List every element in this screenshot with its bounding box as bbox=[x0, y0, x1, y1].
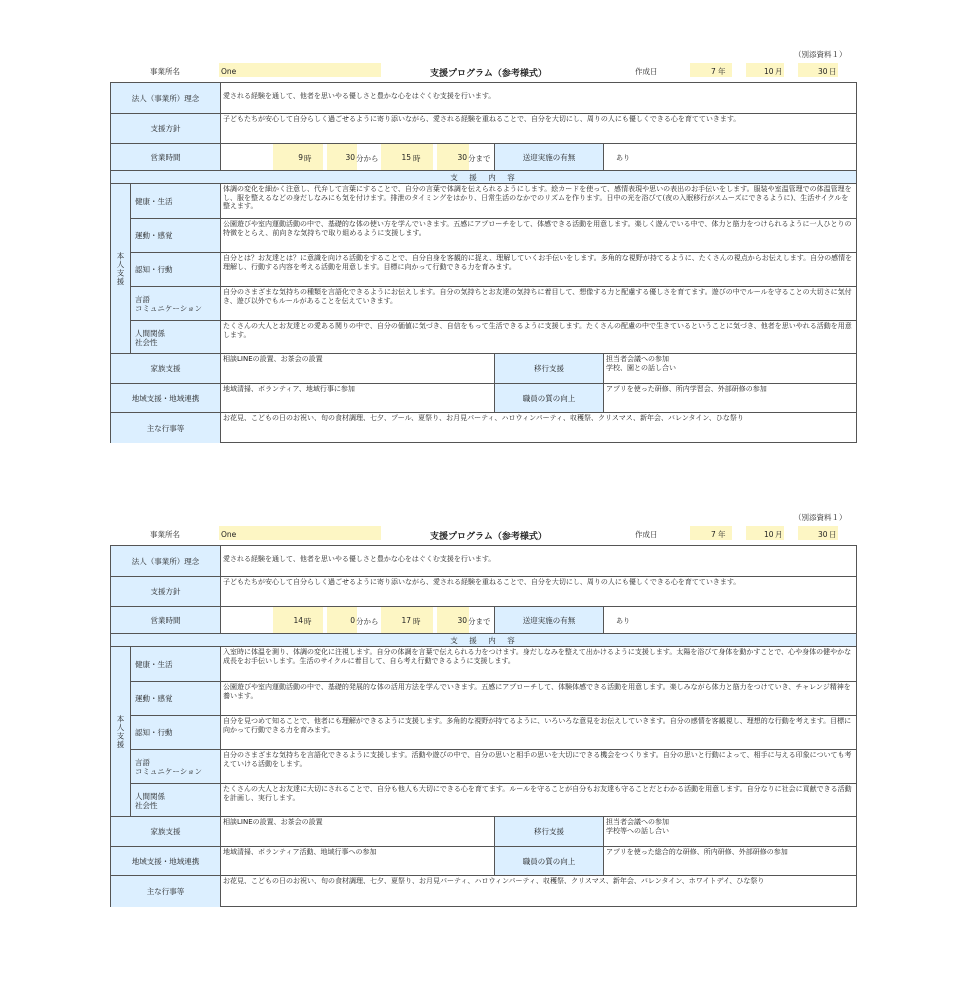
area-text[interactable]: 自分を見つめて知ることで、他者にも理解ができるように支援します。多角的な視野が持てるように、いろいろな意見をお伝えしていきます。自分の感情を客観視し、理想的な行動を考えます。目標に向かって行動できる力を育みます。 bbox=[223, 717, 852, 734]
hours-label: 営業時間 bbox=[111, 144, 221, 170]
philosophy-label: 法人（事業所）理念 bbox=[111, 83, 221, 113]
area-label: 運動・感覚 bbox=[131, 219, 221, 252]
day-unit: 日 bbox=[829, 67, 837, 76]
self-support-label: 本人支援 bbox=[111, 647, 131, 816]
hours-row bbox=[111, 143, 856, 170]
area-cognition-behavior bbox=[131, 715, 857, 749]
start-hour: 9 bbox=[298, 153, 303, 162]
staff-quality-text[interactable]: アプリを使った研修、所内学習会、外部研修の参加 bbox=[606, 385, 767, 393]
day-value: 30 bbox=[818, 67, 828, 76]
area-label: 健康・生活 bbox=[131, 647, 221, 681]
family-label: 家族支援 bbox=[111, 817, 221, 846]
hour-unit: 時 bbox=[304, 154, 312, 163]
area-label: 運動・感覚 bbox=[131, 682, 221, 715]
events-label: 主な行事等 bbox=[111, 413, 221, 443]
year-unit: 年 bbox=[718, 67, 726, 76]
policy-text[interactable]: 子どもたちが安心して自分らしく過ごせるように寄り添いながら、愛される経験を重ねることで、自分を大切にし、周りの人にも優しくできる心を育てていきます。 bbox=[223, 578, 741, 586]
area-text[interactable]: 体調の変化を細かく注意し、代弁して言葉にすることで、自分の言葉で体調を伝えられるようにします。絵カードを使って、感情表現や思いの表出のお手伝いをします。服装や室温管理での体温管理をし、服を整えるなどの身だしなみにも気を付けます。排泄のタイミングをはかり、日常生活のなかでのリズムを作ります。日中の光を浴びて(夜の入眠移行がスムーズにできるように)、生活サイクルを整えます。 bbox=[223, 185, 852, 211]
philosophy-text[interactable]: 愛される経験を通して、他者を思いやる優しさと豊かな心をはぐくむ支援を行います。 bbox=[223, 92, 496, 100]
transport-value[interactable]: あり bbox=[616, 154, 630, 162]
area-label: 人間関係 社会性 bbox=[131, 321, 221, 354]
area-relationships-social bbox=[131, 320, 857, 354]
day-value: 30 bbox=[818, 530, 828, 539]
staff-quality-label: 職員の質の向上 bbox=[494, 384, 604, 412]
philosophy-text[interactable]: 愛される経験を通して、他者を思いやる優しさと豊かな心をはぐくむ支援を行います。 bbox=[223, 555, 496, 563]
philosophy-row bbox=[111, 546, 856, 576]
area-motor-sensory bbox=[131, 218, 857, 252]
hour-unit-2: 時 bbox=[413, 617, 421, 626]
policy-text[interactable]: 子どもたちが安心して自分らしく過ごせるように寄り添いながら、愛される経験を重ねることで、自分を大切にし、周りの人にも優しくできる心を育てていきます。 bbox=[223, 115, 741, 123]
start-hour: 14 bbox=[293, 616, 303, 625]
transport-label: 送迎実施の有無 bbox=[494, 607, 604, 633]
events-text[interactable]: お花見、こどもの日のお祝い、旬の食材調理、七夕、夏祭り、お月見パーティ、ハロウィンパーティ、収穫祭、クリスマス、新年会、バレンタイン、ホワイトデイ、ひな祭り bbox=[223, 877, 765, 885]
transition-text[interactable]: 担当者会議への参加 学校等への話し合い bbox=[606, 818, 669, 835]
area-text[interactable]: 公園遊びや室内運動活動の中で、基礎的発展的な体の活用方法を学んでいきます。五感にアプローチして、体験体感できる活動を用意します。楽しみながら体力と筋力をつけていき、チャレンジ精神を養います。 bbox=[223, 683, 851, 700]
year-value: 7 bbox=[711, 67, 716, 76]
area-label: 言語 コミュニケーション bbox=[131, 750, 221, 783]
community-label: 地域支援・地域連携 bbox=[111, 384, 221, 412]
policy-row bbox=[111, 113, 856, 143]
policy-label: 支援方針 bbox=[111, 577, 221, 606]
transport-label: 送迎実施の有無 bbox=[494, 144, 604, 170]
month-value: 10 bbox=[764, 67, 774, 76]
content-header: 支 援 内 容 bbox=[111, 634, 856, 646]
area-text[interactable]: 公園遊びや室内運動活動の中で、基礎的な体の使い方を学んでいきます。五感にアプローチをして、体感できる活動を用意します。楽しく遊んでいる中で、体力と筋力をつけられるように一人ひとりの特徴をとらえ、前向きな気持ちで取り組めるように支援します。 bbox=[223, 220, 852, 237]
end-hour: 15 bbox=[401, 153, 411, 162]
area-text[interactable]: たくさんの大人とお友達に大切にされることで、自分も他人も大切にできる心を育てます。ルールを守ることが自分もお友達も守ることだとわかる活動を用意します。自分なりに社会に貢献できる活動を計画し、実行します。 bbox=[223, 785, 852, 802]
from-label: 分から bbox=[356, 617, 379, 626]
family-row bbox=[111, 353, 856, 383]
community-row bbox=[111, 383, 856, 412]
reference-note: （別添資料１） bbox=[794, 50, 847, 59]
area-language-communication bbox=[131, 749, 857, 783]
area-label: 健康・生活 bbox=[131, 184, 221, 218]
area-text[interactable]: 自分とは？お友達とは？に意識を向ける活動をすることで、自分自身を客観的に捉え、理解していくお手伝いをします。多角的な視野が持てるように、たくさんの視点からお伝えします。自分の感情を理解し、行動する内容を考える活動を用意します。目標に向かって行動できる力を育みます。 bbox=[223, 254, 853, 271]
hours-label: 営業時間 bbox=[111, 607, 221, 633]
hour-unit-2: 時 bbox=[413, 154, 421, 163]
transition-label: 移行支援 bbox=[494, 354, 604, 383]
policy-row bbox=[111, 576, 856, 606]
area-motor-sensory bbox=[131, 681, 857, 715]
from-label: 分から bbox=[356, 154, 379, 163]
start-minute: 30 bbox=[345, 153, 355, 162]
community-label: 地域支援・地域連携 bbox=[111, 847, 221, 875]
hour-unit: 時 bbox=[304, 617, 312, 626]
hours-row bbox=[111, 606, 856, 633]
area-relationships-social bbox=[131, 783, 857, 817]
month-value: 10 bbox=[764, 530, 774, 539]
area-label: 認知・行動 bbox=[131, 716, 221, 749]
office-name-cell[interactable] bbox=[219, 526, 381, 540]
end-hour: 17 bbox=[401, 616, 411, 625]
year-unit: 年 bbox=[718, 530, 726, 539]
area-cognition-behavior bbox=[131, 252, 857, 286]
created-date-label: 作成日 bbox=[635, 67, 658, 76]
month-unit: 月 bbox=[775, 67, 783, 76]
family-text[interactable]: 相談LINEの設置、お茶会の設置 bbox=[223, 818, 323, 826]
area-label: 言語 コミュニケーション bbox=[131, 287, 221, 320]
office-label: 事業所名 bbox=[150, 530, 180, 539]
events-label: 主な行事等 bbox=[111, 876, 221, 907]
community-row bbox=[111, 846, 856, 875]
day-unit: 日 bbox=[829, 530, 837, 539]
area-health-life bbox=[131, 184, 857, 218]
area-health-life bbox=[131, 647, 857, 681]
philosophy-row bbox=[111, 83, 856, 113]
page-title: 支援プログラム（参考様式） bbox=[430, 69, 547, 79]
self-support-block bbox=[111, 183, 856, 353]
family-label: 家族支援 bbox=[111, 354, 221, 383]
area-language-communication bbox=[131, 286, 857, 320]
program-table bbox=[110, 82, 857, 443]
policy-label: 支援方針 bbox=[111, 114, 221, 143]
end-minute: 30 bbox=[457, 153, 467, 162]
end-minute: 30 bbox=[457, 616, 467, 625]
office-name-cell[interactable] bbox=[219, 63, 381, 77]
area-text[interactable]: 入室時に体温を測り、体調の変化に注視します。自分の体調を言葉で伝えられる力をつけます。身だしなみを整えて出かけるように支援します。太陽を浴びて身体を動かすことで、心や身体の健やかな成長をお手伝いします。生活のサイクルに着目して、自ら考え行動できるように支援します。 bbox=[223, 648, 852, 665]
reference-note: （別添資料１） bbox=[794, 513, 847, 522]
family-row bbox=[111, 816, 856, 846]
content-header: 支 援 内 容 bbox=[111, 171, 856, 183]
office-label: 事業所名 bbox=[150, 67, 180, 76]
transition-label: 移行支援 bbox=[494, 817, 604, 846]
family-text[interactable]: 相談LINEの設置、お茶会の設置 bbox=[223, 355, 323, 363]
community-text[interactable]: 地域清掃、ボランティア活動、地域行事への参加 bbox=[223, 848, 377, 856]
area-text[interactable]: たくさんの大人とお友達との愛ある関りの中で、自分の価値に気づき、自信をもって生活できるように支援します。たくさんの配慮の中で生きているということに気づき、他者を思いやれる活動を用意します。 bbox=[223, 322, 852, 339]
month-unit: 月 bbox=[775, 530, 783, 539]
staff-quality-label: 職員の質の向上 bbox=[494, 847, 604, 875]
staff-quality-text[interactable]: アプリを使った総合的な研修、所内研修、外部研修の参加 bbox=[606, 848, 788, 856]
transition-text[interactable]: 担当者会議への参加 学校、園との話し合い bbox=[606, 355, 676, 372]
transport-value[interactable]: あり bbox=[616, 617, 630, 625]
area-label: 人間関係 社会性 bbox=[131, 784, 221, 817]
program-table bbox=[110, 545, 857, 907]
until-label: 分まで bbox=[468, 154, 491, 163]
start-minute: 0 bbox=[350, 616, 355, 625]
area-text[interactable]: 自分のさまざまな気持ちを言語化できるように支援します。活動や遊びの中で、自分の思いと相手の思いを大切にできる機会をつくります。自分の思いと行動によって、相手に与える印象についても考えていける活動をします。 bbox=[223, 751, 852, 768]
philosophy-label: 法人（事業所）理念 bbox=[111, 546, 221, 576]
page-title: 支援プログラム（参考様式） bbox=[430, 532, 547, 542]
events-row bbox=[111, 412, 856, 443]
community-text[interactable]: 地域清掃、ボランティア、地域行事に参加 bbox=[223, 385, 355, 393]
events-text[interactable]: お花見、こどもの日のお祝い、旬の食材調理、七夕、プール、夏祭り、お月見パーティ、ハロウィンパーティ、収穫祭、クリスマス、新年会、バレンタイン、ひな祭り bbox=[223, 414, 744, 422]
office-name: One bbox=[221, 530, 237, 539]
events-row bbox=[111, 875, 856, 907]
content-header-row bbox=[111, 170, 856, 183]
content-header-row bbox=[111, 633, 856, 646]
year-value: 7 bbox=[711, 530, 716, 539]
created-date-label: 作成日 bbox=[635, 530, 658, 539]
office-name: One bbox=[221, 67, 237, 76]
area-label: 認知・行動 bbox=[131, 253, 221, 286]
until-label: 分まで bbox=[468, 617, 491, 626]
self-support-block bbox=[111, 646, 856, 816]
self-support-label: 本人支援 bbox=[111, 184, 131, 353]
area-text[interactable]: 自分のさまざまな気持ちの種類を言語化できるようにお伝えします。自分の気持ちとお友達の気持ちに着目して、想像する力と配慮する優しさを育てます。遊びの中でルールを守ることの大切さに気付き、遊び以外でもルールがあることを伝えていきます。 bbox=[223, 288, 852, 305]
